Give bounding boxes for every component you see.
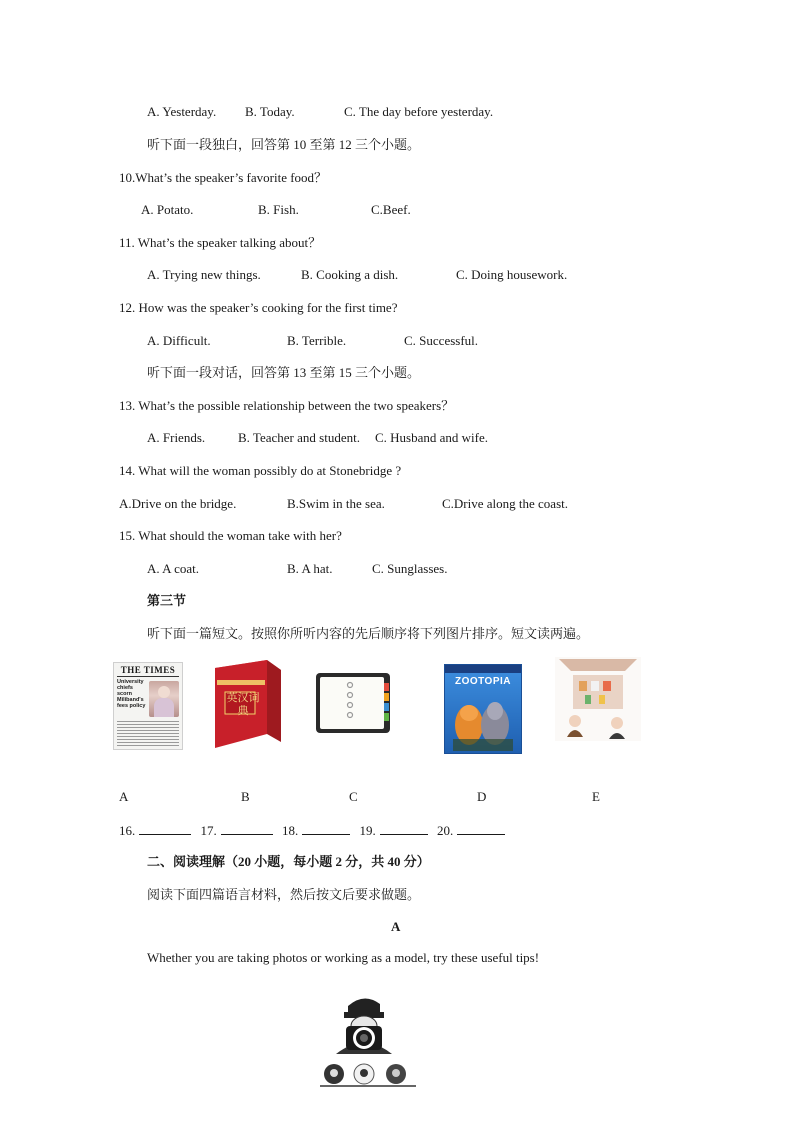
q10-option-c: C.Beef. — [371, 202, 411, 217]
q15-option-b: B. A hat. — [287, 561, 333, 576]
shop-scene-icon — [555, 657, 641, 741]
dictionary-image — [207, 658, 285, 750]
q14-option-c: C.Drive along the coast. — [442, 496, 568, 511]
answer-blank-17[interactable] — [221, 822, 273, 835]
q15-option-c: C. Sunglasses. — [372, 561, 448, 576]
q11-option-b: B. Cooking a dish. — [301, 267, 399, 282]
q9-option-b: B. Today. — [245, 104, 295, 119]
answer-blank-20[interactable] — [457, 822, 505, 835]
picture-label-a: A — [119, 789, 129, 804]
movie-characters-icon — [445, 691, 521, 751]
photographer-image — [318, 992, 418, 1088]
answer-number-18: 18. — [282, 823, 299, 838]
q11-text: 11. What’s the speaker talking about？ — [119, 235, 322, 250]
answer-blank-16[interactable] — [139, 822, 191, 835]
section3-instruction: 听下面一篇短文。按照你所听内容的先后顺序将下列图片排序。短文读两遍。 — [147, 626, 590, 641]
passage-intro: Whether you are taking photos or working as a model, try these useful tips! — [147, 950, 540, 965]
dialog-instruction: 听下面一段对话，回答第 13 至第 15 三个小题。 — [147, 365, 421, 380]
notebook-icon — [310, 667, 396, 739]
picture-label-c: C — [349, 789, 358, 804]
newspaper-photo — [149, 681, 179, 717]
passage-label: A — [391, 919, 401, 934]
newspaper-masthead: THE TIMES — [120, 665, 176, 675]
picture-label-d: D — [477, 789, 487, 804]
answer-blank-19[interactable] — [380, 822, 428, 835]
q13-option-c: C. Husband and wife. — [375, 430, 489, 445]
answer-blanks-row — [119, 822, 511, 839]
monologue-instruction: 听下面一段独白，回答第 10 至第 12 三个小题。 — [147, 137, 421, 152]
newspaper-headline: University chiefs scorn Miliband's fees policy — [117, 679, 146, 709]
answer-number-17: 17. — [200, 823, 217, 838]
movie-image — [444, 664, 522, 754]
q15-option-a: A. A coat. — [147, 561, 199, 576]
q10-option-a: A. Potato. — [141, 202, 194, 217]
answer-blank-18[interactable] — [302, 822, 350, 835]
answer-number-20: 20. — [437, 823, 454, 838]
part2-instruction: 阅读下面四篇语言材料，然后按文后要求做题。 — [147, 887, 421, 902]
movie-title: ZOOTOPIA — [454, 676, 512, 687]
q9-option-c: C. The day before yesterday. — [344, 104, 494, 119]
q13-option-b: B. Teacher and student. — [238, 430, 360, 445]
q15-text: 15. What should the woman take with her? — [119, 528, 342, 543]
q12-option-b: B. Terrible. — [287, 333, 347, 348]
q12-text: 12. How was the speaker’s cooking for the first time? — [119, 300, 398, 315]
q13-text: 13. What’s the possible relationship between the two speakers？ — [119, 398, 455, 413]
notebook-image — [310, 667, 396, 739]
shop-image — [555, 657, 641, 741]
dictionary-title: 英汉词典 — [226, 691, 260, 717]
newspaper-image — [113, 662, 183, 750]
picture-label-e: E — [592, 789, 600, 804]
photographer-icon — [318, 992, 418, 1088]
q14-text: 14. What will the woman possibly do at Stonebridge ? — [119, 463, 402, 478]
q12-option-a: A. Difficult. — [147, 333, 211, 348]
q14-option-a: A.Drive on the bridge. — [119, 496, 237, 511]
answer-number-16: 16. — [119, 823, 136, 838]
q10-option-b: B. Fish. — [258, 202, 299, 217]
part2-title: 二、阅读理解（20 小题，每小题 2 分，共 40 分） — [147, 854, 430, 869]
q14-option-b: B.Swim in the sea. — [287, 496, 385, 511]
picture-label-b: B — [241, 789, 250, 804]
q9-option-a: A. Yesterday. — [147, 104, 217, 119]
answer-number-19: 19. — [359, 823, 376, 838]
q12-option-c: C. Successful. — [404, 333, 479, 348]
q11-option-c: C. Doing housework. — [456, 267, 568, 282]
q11-option-a: A. Trying new things. — [147, 267, 261, 282]
section3-title: 第三节 — [147, 593, 187, 608]
q10-text: 10.What’s the speaker’s favorite food？ — [119, 170, 328, 185]
q13-option-a: A. Friends. — [147, 430, 206, 445]
